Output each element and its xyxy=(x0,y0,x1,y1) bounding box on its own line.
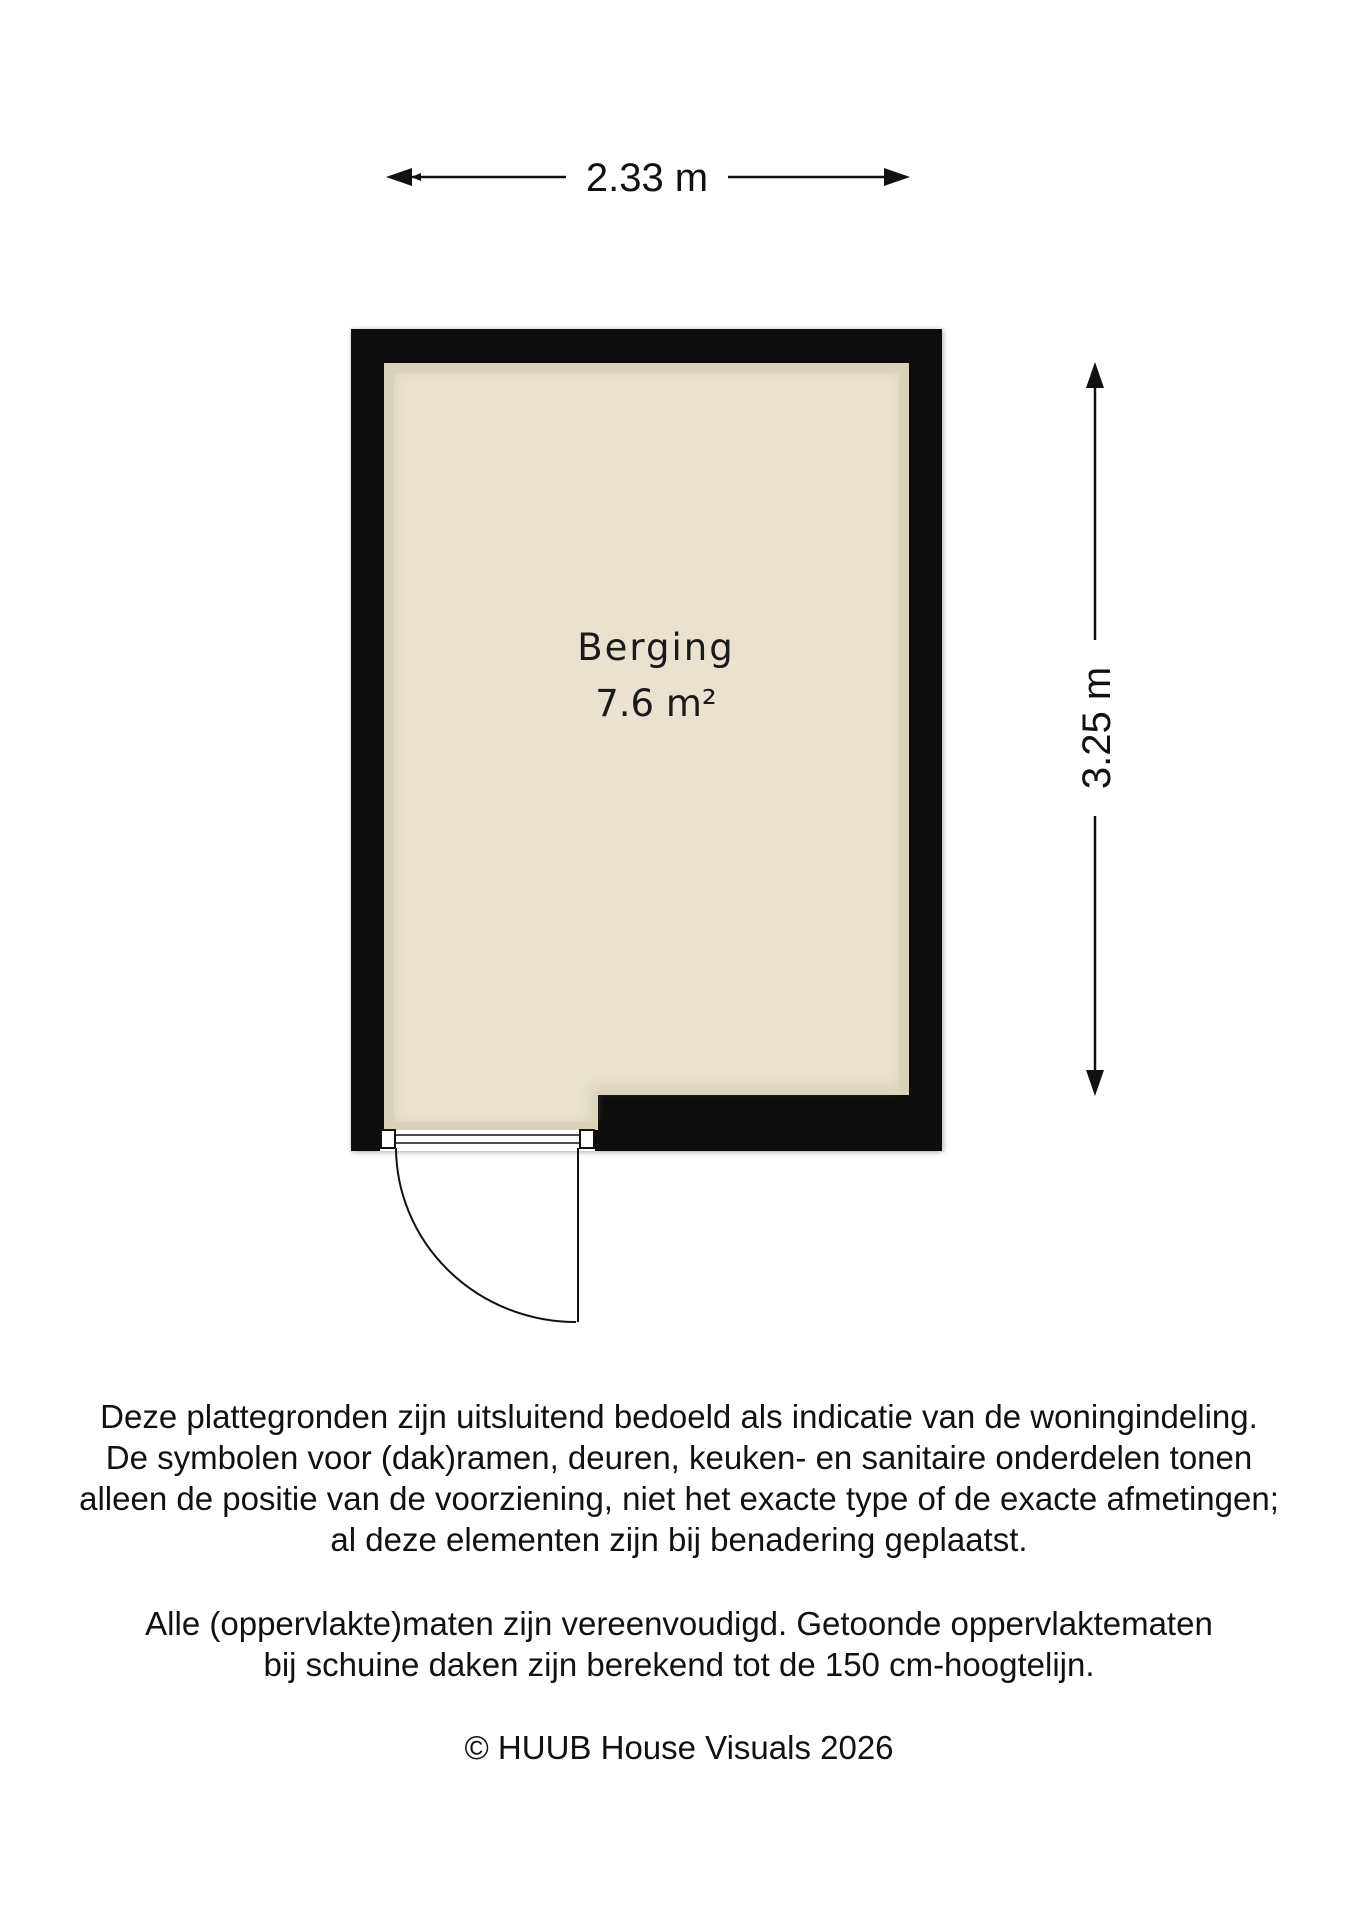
height-arrow-bottom-icon xyxy=(1086,1070,1104,1096)
disclaimer-line: alleen de positie van de voorziening, niet het exacte type of de exacte afmetingen; xyxy=(79,1480,1279,1517)
copyright-text: © HUUB House Visuals 2026 xyxy=(464,1729,894,1766)
height-dimension xyxy=(1075,362,1119,1096)
height-label: 3.25 m xyxy=(1075,666,1119,790)
disclaimer-line: Alle (oppervlakte)maten zijn vereenvoudigd. Getoonde oppervlaktematen xyxy=(145,1605,1213,1642)
disclaimer-paragraph-1 xyxy=(0,1396,1358,1560)
disclaimer-line: bij schuine daken zijn berekend tot de 150 cm-hoogtelijn. xyxy=(263,1646,1095,1683)
width-arrow-right-icon xyxy=(884,168,910,186)
width-label: 2.33 m xyxy=(585,156,709,200)
height-arrow-top-icon xyxy=(1086,362,1104,388)
disclaimer-line: De symbolen voor (dak)ramen, deuren, keuken- en sanitaire onderdelen tonen xyxy=(105,1439,1253,1476)
door-frame-left xyxy=(381,1130,395,1148)
width-dimension xyxy=(386,156,910,200)
disclaimer-line: Deze plattegronden zijn uitsluitend bedoeld als indicatie van de woningindeling. xyxy=(100,1398,1258,1435)
room-floor-inner xyxy=(394,373,899,1122)
width-arrow-left-icon xyxy=(386,168,412,186)
copyright-notice xyxy=(0,1727,1358,1768)
door-opening xyxy=(380,1130,595,1151)
room-name: Berging xyxy=(577,626,735,669)
door-frame-right xyxy=(580,1130,594,1148)
disclaimer-paragraph-2 xyxy=(0,1603,1358,1685)
disclaimer-line: al deze elementen zijn bij benadering geplaatst. xyxy=(330,1521,1028,1558)
room-berging xyxy=(351,329,942,1322)
room-area: 7.6 m² xyxy=(595,682,717,725)
door-swing-arc xyxy=(396,1148,576,1322)
